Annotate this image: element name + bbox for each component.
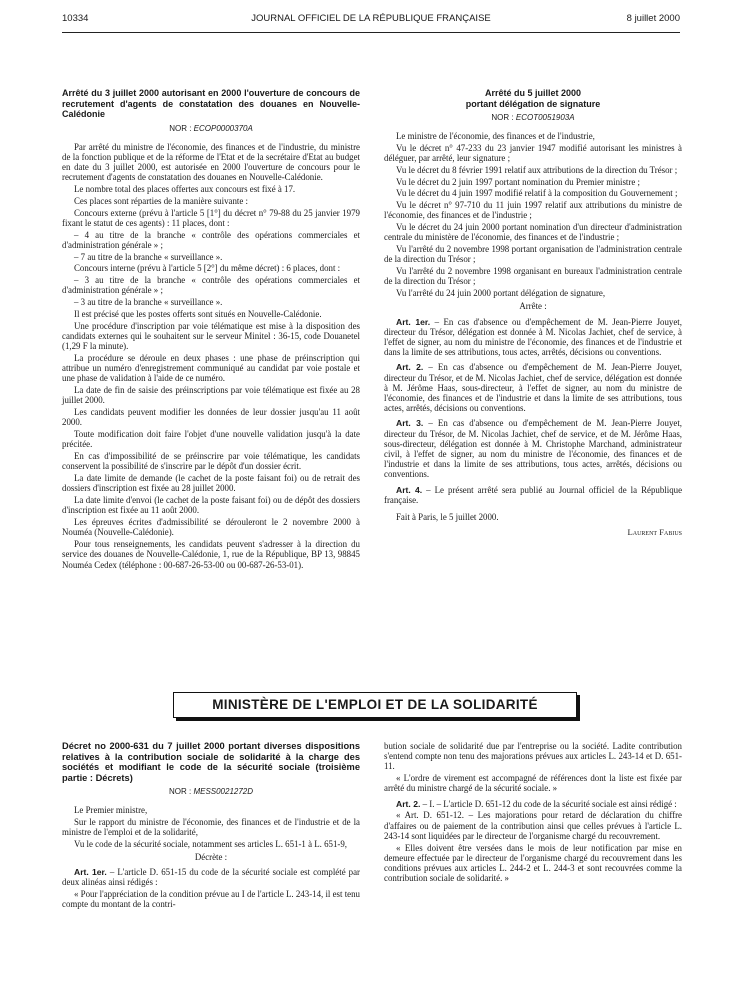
visa: Vu l'arrêté du 24 juin 2000 portant délégation de signature, (396, 288, 606, 299)
paragraph: La date de fin de saisie des préinscriptions par voie télématique est fixée au 28 juillet 2000. (62, 385, 360, 406)
article-2: Art. 2. – En cas d'absence ou d'empêchement de M. Jean-Pierre Jouyet, directeur du Trésor, et de M. Nicolas Jachiet, chef de service, délégation est donnée à M. Jérôme Haas, sous-directeur, à l'effet de signer, au nom du ministre de l'économie, des finances et de l'industrie et dans la limite de ses attributions, tous actes, arrêtés, décisions ou conventions. (384, 362, 683, 414)
signature: Laurent Fabius (627, 527, 682, 538)
article-1: Art. 1er. – En cas d'absence ou d'empêchement de M. Jean-Pierre Jouyet, directeur du Trésor, délégation est donnée à M. Nicolas Jachiet, chef de service, à l'effet de signer, au nom du ministre de l'économie, des finances et de l'industrie et dans la limite de ses attributions, tous actes, arrêtés, décisions ou conventions. (384, 316, 682, 358)
visa: Vu le décret du 2 juin 1997 portant nomination du Premier ministre ; (396, 176, 640, 187)
paragraph: « Elles doivent être versées dans le mois de leur notification par mise en demeure effectuée par le directeur de l'organisme chargé du recouvrement dans les conditions prévues aux articles L. 244-2 et L. 244-3 et sont recouvrées comme la contribution sociale de solidarité. » (384, 842, 682, 884)
visa: Vu le décret du 4 juin 1997 modifié relatif à la composition du Gouvernement ; (396, 188, 678, 199)
decrete-word: Décrète : (194, 852, 228, 863)
nor-reference: ECOP0000370A (193, 123, 253, 133)
arrete-concours-title: Arrêté du 3 juillet 2000 autorisant en 2000 l'ouverture de concours de recrutement d'agents de constatation des douanes en Nouvelle-Calédonie (62, 88, 360, 119)
paragraph: La procédure se déroule en deux phases : une phase de préinscription qui attribue un numéro d'enregistrement communiqué au candidat par voie postale et une phase de validation à l'aide de ce numéro. (62, 352, 360, 384)
list-item: – 3 au titre de la branche « contrôle des opérations commerciales et d'administration générale » ; (62, 275, 360, 296)
paragraph: Une procédure d'inscription par voie télématique est mise à la disposition des candidats externes qui le souhaitent sur le serveur Minitel : 36-15, code Douanetel (1,29 F la minute). (62, 320, 360, 352)
decret-title: Décret no 2000-631 du 7 juillet 2000 portant diverses dispositions relatives à la contribution sociale de solidarité à la charge des sociétés et modifiant le code de la sécurité sociale (troisième partie : Décrets) (62, 741, 360, 783)
visa: Vu le décret du 8 février 1991 relatif aux attributions de la direction du Trésor ; (396, 164, 678, 175)
arrete-concours (62, 88, 360, 571)
nor-reference: ECOT0051903A (515, 113, 575, 122)
paragraph: bution sociale de solidarité due par l'entreprise ou la société. Ladite contribution s'entend compte non tenu des majorations prévues aux articles L. 243-14 et D. 651-11. (384, 741, 682, 772)
arrete-concours-nor: NOR : ECOP0000370A (169, 123, 253, 133)
paragraph: Le Premier ministre, (74, 805, 148, 816)
paragraph: Par arrêté du ministre de l'économie, des finances et de l'industrie, du ministre de la fonction publique et de la réforme de l'Etat et de la secrétaire d'Etat au budget en date du 3 juillet 2000, est autorisée en 2000 l'ouverture de concours pour le recrutement d'agents de constatation des douanes en Nouvelle-Calédonie. (62, 141, 360, 183)
paragraph: Toute modification doit faire l'objet d'une nouvelle validation jusqu'à la date précitée. (62, 429, 360, 450)
paragraph: « Pour l'appréciation de la condition prévue au I de l'article L. 243-14, il est tenu compte du montant de la contri- (62, 888, 360, 909)
page-number: 10334 (62, 13, 89, 24)
paragraph: Concours externe (prévu à l'article 5 [1°] du décret n° 79-88 du 25 janvier 1979 fixant le statut de ces agents) : 11 places, dont : (62, 207, 360, 228)
running-head (62, 13, 680, 27)
paragraph: Les candidats peuvent modifier les données de leur dossier jusqu'au 11 août 2000. (62, 407, 360, 428)
arrete-delegation-title: Arrêté du 5 juillet 2000 portant délégation de signature (465, 88, 601, 109)
paragraph: Il est précisé que les postes offerts sont situés en Nouvelle-Calédonie. (74, 308, 322, 319)
visa: Vu le décret n° 97-710 du 11 juin 1997 relatif aux attributions du ministre de l'économie, des finances et de l'industrie ; (384, 200, 682, 221)
issue-date: 8 juillet 2000 (626, 13, 680, 24)
list-item: – 7 au titre de la branche « surveillance ». (74, 251, 223, 262)
decret-left (62, 741, 360, 911)
header-rule (62, 32, 680, 33)
visa: Vu l'arrêté du 2 novembre 1998 organisant en bureaux l'administration centrale de la direction du Trésor ; (384, 266, 682, 287)
paragraph: « Art. D. 651-12. – Les majorations pour retard de déclaration du chiffre d'affaires ou de paiement de la contribution ainsi que celles prévues à l'article L. 243-14 sont liquidées par le directeur de l'organisme chargé du recouvrement. (384, 810, 682, 841)
visa: Le ministre de l'économie, des finances et de l'industrie, (396, 131, 595, 141)
nor-reference: MESS0021272D (193, 787, 254, 797)
decret-nor: NOR : MESS0021272D (168, 787, 254, 797)
ministry-banner: MINISTÈRE DE L'EMPLOI ET DE LA SOLIDARITÉ (173, 692, 577, 718)
arrete-delegation-nor: NOR : ECOT0051903A (491, 113, 575, 122)
arrete-word: Arrête : (519, 301, 547, 312)
decret-right (384, 741, 682, 885)
paragraph: Ces places sont réparties de la manière suivante : (74, 195, 248, 206)
paragraph: Concours interne (prévu à l'article 5 [2°] du même décret) : 6 places, dont : (74, 263, 341, 274)
fait-a-paris: Fait à Paris, le 5 juillet 2000. (396, 512, 499, 523)
article-4: Art. 4. – Le présent arrêté sera publié au Journal officiel de la République française. (384, 484, 683, 505)
visa: Vu l'arrêté du 2 novembre 1998 portant organisation de l'administration centrale de la direction du Trésor ; (384, 244, 682, 265)
paragraph: En cas d'impossibilité de se préinscrire par voie télématique, les candidats conservent la possibilité de s'inscrire par le dépôt d'un dossier écrit. (62, 451, 360, 472)
journal-title: JOURNAL OFFICIEL DE LA RÉPUBLIQUE FRANÇAISE (251, 13, 491, 24)
visa: Vu le décret n° 47-233 du 23 janvier 1947 modifié autorisant les ministres à déléguer, par arrêté, leur signature ; (384, 142, 682, 163)
visa: Vu le décret du 24 juin 2000 portant nomination d'un directeur d'administration centrale du ministère de l'économie, des finances et de l'industrie ; (384, 222, 682, 243)
paragraph: La date limite d'envoi (le cachet de la poste faisant foi) ou de dépôt des dossiers d'inscription est fixée au 11 août 2000. (62, 495, 360, 516)
paragraph: Sur le rapport du ministre de l'économie, des finances et de l'industrie et de la ministre de l'emploi et de la solidarité, (62, 817, 360, 838)
decret-article-2: Art. 2. – I. – L'article D. 651-12 du code de la sécurité sociale est ainsi rédigé : (396, 798, 677, 809)
paragraph: Le nombre total des places offertes aux concours est fixé à 17. (74, 183, 296, 194)
paragraph: Vu le code de la sécurité sociale, notamment ses articles L. 651-1 à L. 651-9, (74, 839, 348, 850)
paragraph: La date limite de demande (le cachet de la poste faisant foi) ou de retrait des dossiers d'inscription est fixée au 28 juillet 2000. (62, 473, 360, 494)
arrete-delegation (384, 88, 682, 537)
paragraph: « L'ordre de virement est accompagné de références dont la liste est fixée par arrêté du ministre chargé de la sécurité sociale. » (384, 773, 682, 794)
list-item: – 3 au titre de la branche « surveillance ». (74, 297, 223, 308)
list-item: – 4 au titre de la branche « contrôle des opérations commerciales et d'administration générale » ; (62, 229, 360, 250)
article-3: Art. 3. – En cas d'absence ou d'empêchement de M. Jean-Pierre Jouyet, directeur du Trésor, de M. Nicolas Jachiet, chef de service, et de M. Jérôme Haas, sous-directeur, délégation est donnée à M. Christophe Marchand, administrateur civil, à l'effet de signer, au nom du ministre de l'économie, des finances et de l'industrie et dans la limite de ses attributions, tous actes, arrêtés, décisions ou conventions. (384, 418, 683, 480)
paragraph: Pour tous renseignements, les candidats peuvent s'adresser à la direction du service des douanes de Nouvelle-Calédonie, 1, rue de la République, BP 13, 98845 Nouméa Cedex (téléphone : 00-687-26-53-00 ou 00-687-26-53-01). (62, 539, 360, 570)
decret-article-1: Art. 1er. – L'article D. 651-15 du code de la sécurité sociale est complété par deux alinéas ainsi rédigés : (62, 866, 360, 887)
paragraph: Les épreuves écrites d'admissibilité se dérouleront le 2 novembre 2000 à Nouméa (Nouvelle-Calédonie). (62, 517, 360, 538)
